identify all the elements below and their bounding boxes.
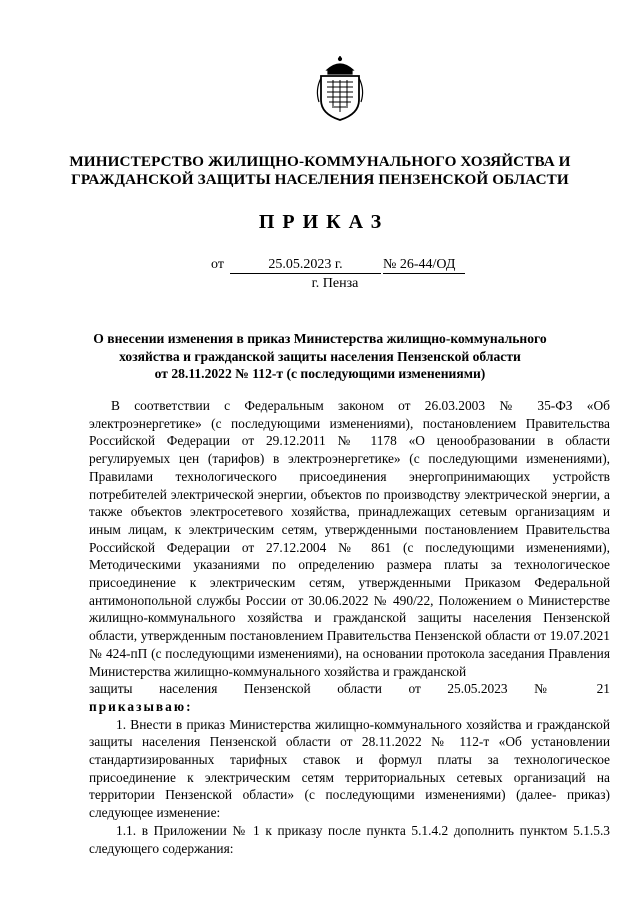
document-subject [60,330,580,383]
document-date: 25.05.2023 г. [230,256,381,274]
ministry-name-line1: МИНИСТЕРСТВО ЖИЛИЩНО-КОММУНАЛЬНОГО ХОЗЯЙСТВА И [69,153,571,170]
paragraph-basis-last-line: защиты населения Пензенской области от 25.05.2023 № 21 [89,681,610,697]
date-number-line [0,256,640,276]
document-number: № 26-44/ОД [383,256,465,274]
document-city: г. Пенза [311,276,359,291]
document-type-title: ПРИКАЗ [258,211,390,233]
subject-line2: хозяйства и гражданской защиты населения Пензенской области [119,348,521,364]
paragraph-basis: В соответствии с Федеральным законом от 26.03.2003 № 35-ФЗ «Об электроэнергетике» (с последующими изменениями), постановлением Правительства Российской Федерации от 29.12.2011 № 1178 «О ценообразовании в области регулируемых цен (тарифов) в электроэнергетике» (с последующими изменениями), Правилами технологического присоединения энергопринимающих устройств потребителей электрической энергии, объектов по производству электрической энергии, а также объектов электросетевого хозяйства, принадлежащих сетевым организациям и иным лицам, к электрическим сетям, утвержденными постановлением Правительства Российской Федерации от 27.12.2004 № 861 (с последующими изменениями), Методическими указаниями по определению размера платы за технологическое присоединение к электрическим сетям, утвержденными Приказом Федеральной антимонопольной службы России от 30.06.2022 № 490/22, Положением о Министерстве жилищно-коммунального хозяйства и гражданской защиты населения Пензенской области, утвержденным постановлением Правительства Пензенской области от 19.07.2021 № 424-пП (с последующими изменениями), на основании протокола заседания Правления Министерства жилищно-коммунального хозяйства и гражданской [89,398,610,679]
document-body [89,397,610,857]
paragraph-1-1: 1.1. в Приложении № 1 к приказу после пункта 5.1.4.2 дополнить пунктом 5.1.5.3 следующего содержания: [89,822,610,856]
ministry-name-line2: ГРАЖДАНСКОЙ ЗАЩИТЫ НАСЕЛЕНИЯ ПЕНЗЕНСКОЙ ОБЛАСТИ [71,171,569,188]
subject-line1: О внесении изменения в приказ Министерства жилищно-коммунального [93,331,547,346]
subject-line3: от 28.11.2022 № 112-т (с последующими изменениями) [154,366,486,381]
ministry-name [60,153,580,189]
coat-of-arms-icon [313,56,367,122]
decree-word: приказываю: [89,698,193,714]
paragraph-1: 1. Внести в приказ Министерства жилищно-коммунального хозяйства и гражданской защиты населения Пензенской области от 28.11.2022 № 112-т «Об установлении стандартизированных тарифных ставок и формул платы за технологическое присоединение к электрическим сетям территориальных сетевых организаций на территории Пензенской области» (с последующими изменениями) (далее- приказ) следующее изменение: [89,716,610,821]
date-prefix: от [211,257,224,272]
